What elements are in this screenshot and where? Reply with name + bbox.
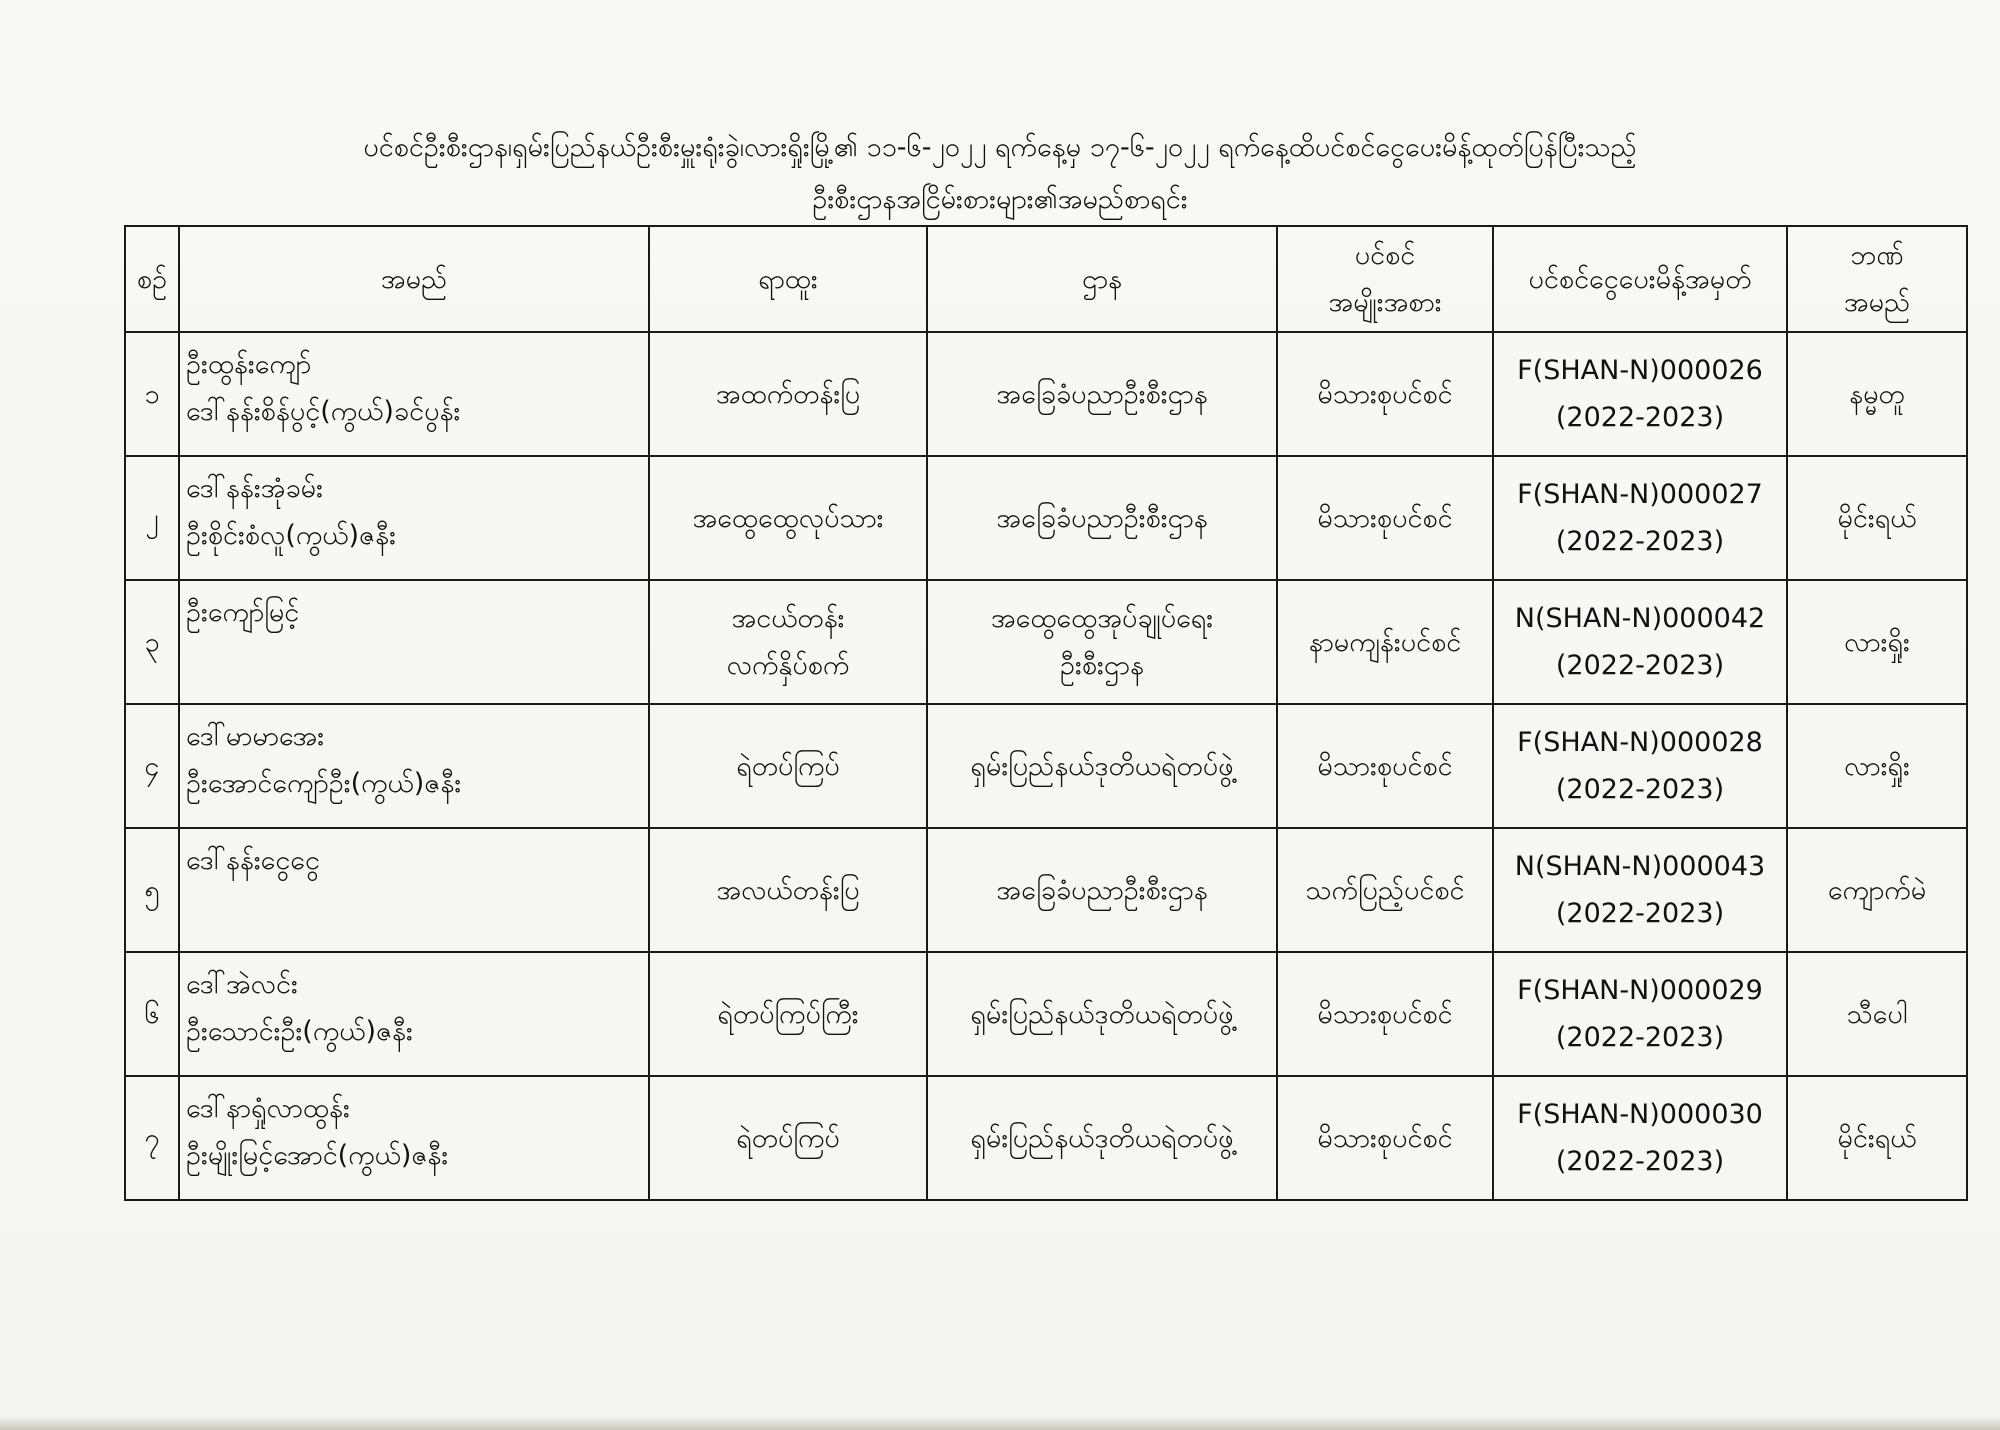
cell-treasury: နမ္မတူ bbox=[1787, 332, 1967, 456]
cell-rank bbox=[649, 828, 927, 952]
table-row bbox=[125, 704, 1967, 828]
table-row bbox=[125, 456, 1967, 580]
cell-pension-type: မိသားစုပင်စင် bbox=[1277, 332, 1493, 456]
header-name: အမည် bbox=[179, 226, 649, 332]
cell-rank bbox=[649, 952, 927, 1076]
header-pension-type-line: အမျိုးအစား bbox=[1328, 287, 1442, 318]
cell-order-no bbox=[1493, 704, 1787, 828]
cell-pension-type: နာမကျန်းပင်စင် bbox=[1277, 580, 1493, 704]
cell-department bbox=[927, 332, 1277, 456]
cell-name bbox=[179, 952, 649, 1076]
cell-name bbox=[179, 1076, 649, 1200]
cell-order-no-line: (2022-2023) bbox=[1555, 526, 1725, 557]
cell-treasury: သီပေါ bbox=[1787, 952, 1967, 1076]
cell-department-line: ရှမ်းပြည်နယ်ဒုတိယရဲတပ်ဖွဲ့ bbox=[970, 998, 1234, 1030]
cell-rank-line: ရဲတပ်ကြပ် bbox=[736, 1122, 840, 1154]
cell-pension-type: မိသားစုပင်စင် bbox=[1277, 704, 1493, 828]
document-title-line-2: ဦးစီးဌာနအငြိမ်းစားများ၏အမည်စာရင်း bbox=[812, 184, 1188, 215]
cell-name-line: ဦးစိုင်းစံလူ(ကွယ်)ဇနီး bbox=[186, 520, 396, 551]
cell-treasury: လားရှိုး bbox=[1787, 704, 1967, 828]
cell-rank bbox=[649, 1076, 927, 1200]
table-row bbox=[125, 828, 1967, 952]
cell-order-no bbox=[1493, 580, 1787, 704]
cell-rank bbox=[649, 580, 927, 704]
cell-name-line: ဒေါ်အဲလင်း bbox=[186, 969, 298, 1000]
cell-treasury: မိုင်းရယ် bbox=[1787, 456, 1967, 580]
cell-order-no-line: (2022-2023) bbox=[1555, 650, 1725, 681]
cell-no: ၂ bbox=[125, 456, 179, 580]
pension-table bbox=[124, 225, 1968, 1201]
cell-no: ၇ bbox=[125, 1076, 179, 1200]
cell-department-line: ရှမ်းပြည်နယ်ဒုတိယရဲတပ်ဖွဲ့ bbox=[970, 750, 1234, 782]
cell-no: ၃ bbox=[125, 580, 179, 704]
cell-order-no-line: (2022-2023) bbox=[1555, 402, 1725, 433]
cell-rank-line: အထက်တန်းပြ bbox=[715, 378, 861, 410]
cell-name bbox=[179, 828, 649, 952]
cell-pension-type: မိသားစုပင်စင် bbox=[1277, 952, 1493, 1076]
cell-department bbox=[927, 580, 1277, 704]
cell-pension-type: မိသားစုပင်စင် bbox=[1277, 456, 1493, 580]
header-rank: ရာထူး bbox=[649, 226, 927, 332]
cell-name-line: ဒေါ်နန်းအုံခမ်း bbox=[186, 473, 323, 504]
cell-treasury: မိုင်းရယ် bbox=[1787, 1076, 1967, 1200]
cell-rank-line: အငယ်တန်း bbox=[731, 603, 845, 634]
cell-order-no-line: N(SHAN-N)000042 bbox=[1514, 603, 1766, 634]
table-row bbox=[125, 952, 1967, 1076]
header-treasury bbox=[1787, 226, 1967, 332]
cell-order-no bbox=[1493, 332, 1787, 456]
cell-name-line: ဦးအောင်ကျော်ဦး(ကွယ်)ဇနီး bbox=[186, 768, 462, 799]
table-row bbox=[125, 580, 1967, 704]
cell-department-line: အခြေခံပညာဦးစီးဌာန bbox=[996, 502, 1208, 534]
cell-rank-line: ရဲတပ်ကြပ် bbox=[736, 750, 840, 782]
cell-order-no-line: (2022-2023) bbox=[1555, 774, 1725, 805]
header-pension-type-line: ပင်စင် bbox=[1354, 240, 1416, 271]
cell-name-line: ဦးကျော်မြင့် bbox=[186, 597, 300, 628]
cell-no: ၆ bbox=[125, 952, 179, 1076]
cell-pension-type: သက်ပြည့်ပင်စင် bbox=[1277, 828, 1493, 952]
cell-department-line: ရှမ်းပြည်နယ်ဒုတိယရဲတပ်ဖွဲ့ bbox=[970, 1122, 1234, 1154]
cell-department-line: အခြေခံပညာဦးစီးဌာန bbox=[996, 874, 1208, 906]
cell-name bbox=[179, 456, 649, 580]
cell-name-line: ဦးမျိုးမြင့်အောင်(ကွယ်)ဇနီး bbox=[186, 1140, 449, 1171]
cell-order-no-line: N(SHAN-N)000043 bbox=[1514, 851, 1766, 882]
header-no: စဉ် bbox=[125, 226, 179, 332]
cell-order-no bbox=[1493, 1076, 1787, 1200]
cell-name bbox=[179, 580, 649, 704]
cell-treasury: ကျောက်မဲ bbox=[1787, 828, 1967, 952]
cell-department bbox=[927, 828, 1277, 952]
cell-name-line: ဒေါ်နာရှုံလာထွန်း bbox=[186, 1093, 350, 1124]
cell-order-no-line: F(SHAN-N)000026 bbox=[1517, 355, 1763, 386]
table-row bbox=[125, 332, 1967, 456]
cell-order-no-line: F(SHAN-N)000029 bbox=[1517, 975, 1763, 1006]
cell-name-line: ဒေါ်နန်းငွေငွေ bbox=[186, 845, 320, 876]
page-bottom-edge bbox=[0, 1416, 2000, 1430]
header-treasury-line: ဘဏ် bbox=[1850, 240, 1904, 271]
table-header-row bbox=[125, 226, 1967, 332]
cell-rank-line: အလယ်တန်းပြ bbox=[716, 874, 860, 906]
header-pension-type bbox=[1277, 226, 1493, 332]
header-order-no: ပင်စင်ငွေပေးမိန့်အမှတ် bbox=[1493, 226, 1787, 332]
cell-rank-line: အထွေထွေလုပ်သား bbox=[692, 502, 884, 534]
cell-department bbox=[927, 456, 1277, 580]
cell-department-line: အခြေခံပညာဦးစီးဌာန bbox=[996, 378, 1208, 410]
cell-order-no-line: (2022-2023) bbox=[1555, 1022, 1725, 1053]
cell-department bbox=[927, 1076, 1277, 1200]
cell-rank-line: ရဲတပ်ကြပ်ကြီး bbox=[717, 998, 859, 1030]
cell-department-line: ဦးစီးဌာန bbox=[1060, 650, 1144, 681]
cell-order-no-line: F(SHAN-N)000028 bbox=[1517, 727, 1763, 758]
header-department: ဌာန bbox=[927, 226, 1277, 332]
cell-department bbox=[927, 704, 1277, 828]
document-title-line-1: ပင်စင်ဦးစီးဌာန၊ရှမ်းပြည်နယ်ဦးစီးမှူးရုံးခွဲ၊လားရှိုးမြို့၏ ၁၁-၆-၂၀၂၂ ရက်နေ့မှ ၁၇-၆-၂၀၂၂ ရက်နေ့ထိပင်စင်ငွေပေးမိန့်ထုတ်ပြန်ပြီးသည့် bbox=[363, 132, 1637, 163]
cell-name-line: ဦးသောင်းဦး(ကွယ်)ဇနီး bbox=[186, 1016, 413, 1047]
cell-no: ၅ bbox=[125, 828, 179, 952]
table-body bbox=[125, 332, 1967, 1200]
cell-rank bbox=[649, 456, 927, 580]
cell-name bbox=[179, 704, 649, 828]
cell-order-no-line: (2022-2023) bbox=[1555, 1146, 1725, 1177]
cell-order-no-line: F(SHAN-N)000027 bbox=[1517, 479, 1763, 510]
cell-order-no-line: (2022-2023) bbox=[1555, 898, 1725, 929]
cell-rank-line: လက်နှိပ်စက် bbox=[726, 650, 850, 681]
cell-department-line: အထွေထွေအုပ်ချုပ်ရေး bbox=[990, 603, 1214, 634]
cell-no: ၄ bbox=[125, 704, 179, 828]
cell-name-line: ဒေါ်နန်းစိန်ပွင့်(ကွယ်)ခင်ပွန်း bbox=[186, 396, 461, 427]
table-row bbox=[125, 1076, 1967, 1200]
cell-name-line: ဦးထွန်းကျော် bbox=[186, 349, 312, 380]
cell-name-line: ဒေါ်မာမာအေး bbox=[186, 721, 325, 752]
cell-name bbox=[179, 332, 649, 456]
cell-department bbox=[927, 952, 1277, 1076]
cell-rank bbox=[649, 332, 927, 456]
cell-no: ၁ bbox=[125, 332, 179, 456]
cell-rank bbox=[649, 704, 927, 828]
cell-treasury: လားရှိုး bbox=[1787, 580, 1967, 704]
cell-order-no bbox=[1493, 456, 1787, 580]
cell-order-no bbox=[1493, 952, 1787, 1076]
cell-order-no-line: F(SHAN-N)000030 bbox=[1517, 1099, 1763, 1130]
cell-order-no bbox=[1493, 828, 1787, 952]
header-treasury-line: အမည် bbox=[1843, 287, 1911, 318]
cell-pension-type: မိသားစုပင်စင် bbox=[1277, 1076, 1493, 1200]
